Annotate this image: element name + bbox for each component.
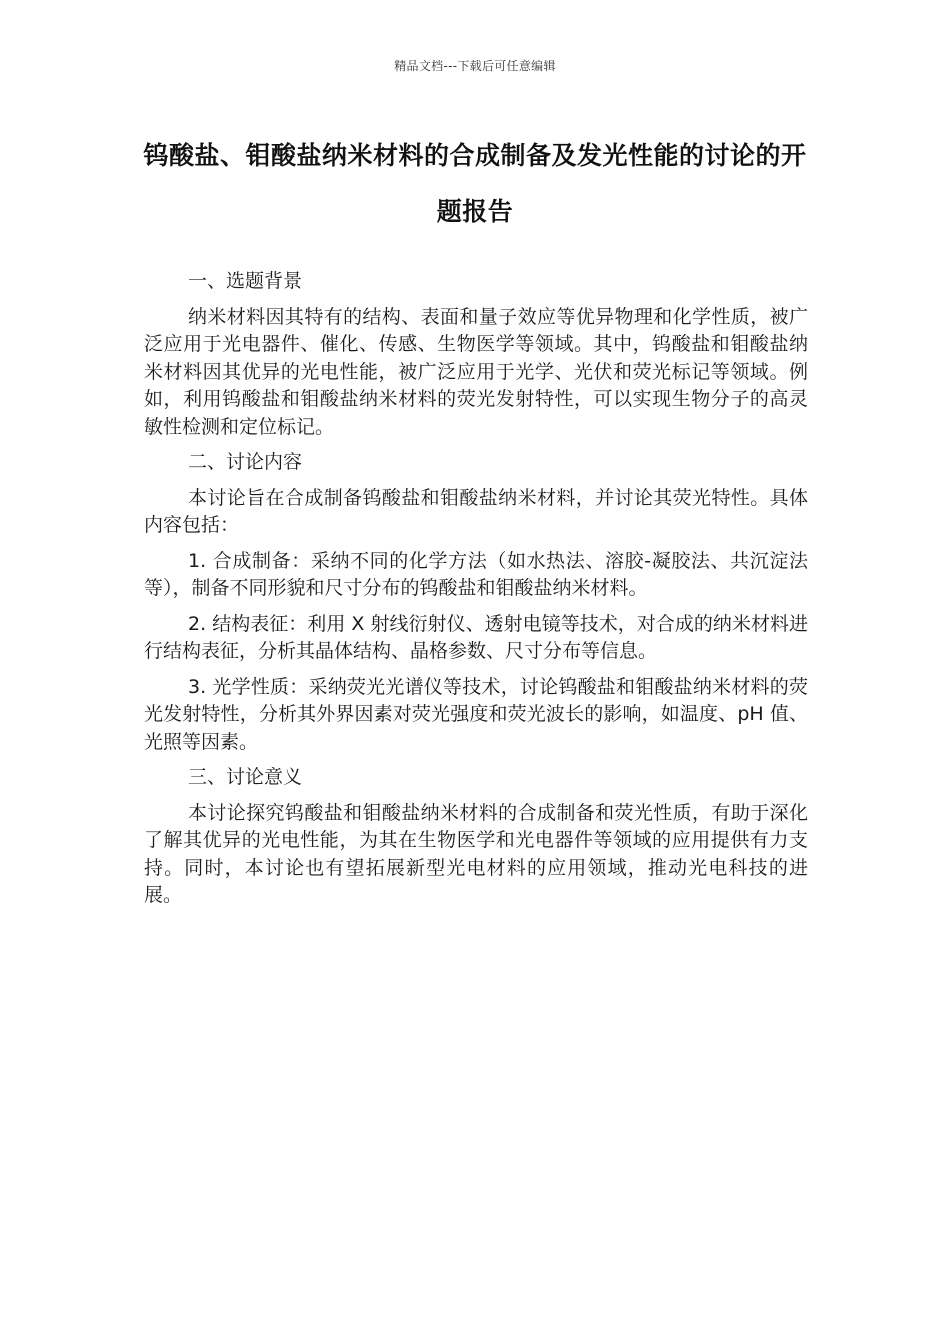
list-item-optical: 3. 光学性质：采纳荧光光谱仪等技术，讨论钨酸盐和钼酸盐纳米材料的荧光发射特性，分析其外界因素对荧光强度和荧光波长的影响，如温度、pH 值、光照等因素。	[144, 675, 808, 753]
paragraph-background: 纳米材料因其特有的结构、表面和量子效应等优异物理和化学性质，被广泛应用于光电器件、催化、传感、生物医学等领域。其中，钨酸盐和钼酸盐纳米材料因其优异的光电性能，被广泛应用于光学、光伏和荧光标记等领域。例如，利用钨酸盐和钼酸盐纳米材料的荧光发射特性，可以实现生物分子的高灵敏性检测和定位标记。	[144, 305, 808, 438]
document-body	[144, 268, 808, 918]
section-heading-background: 一、选题背景	[188, 270, 303, 292]
list-item-characterization: 2. 结构表征：利用 X 射线衍射仪、透射电镜等技术，对合成的纳米材料进行结构表征，分析其晶体结构、晶格参数、尺寸分布等信息。	[144, 612, 808, 662]
list-item-synthesis: 1. 合成制备：采纳不同的化学方法（如水热法、溶胶-凝胶法、共沉淀法等），制备不同形貌和尺寸分布的钨酸盐和钼酸盐纳米材料。	[144, 549, 808, 599]
paragraph-significance: 本讨论探究钨酸盐和钼酸盐纳米材料的合成制备和荧光性质，有助于深化了解其优异的光电性能，为其在生物医学和光电器件等领域的应用提供有力支持。同时，本讨论也有望拓展新型光电材料的应用领域，推动光电科技的进展。	[144, 801, 808, 906]
section-heading-significance: 三、讨论意义	[188, 766, 303, 788]
paragraph-content-intro: 本讨论旨在合成制备钨酸盐和钼酸盐纳米材料，并讨论其荧光特性。具体内容包括：	[144, 486, 808, 536]
document-title: 钨酸盐、钼酸盐纳米材料的合成制备及发光性能的讨论的开题报告	[143, 141, 807, 226]
header-note: 精品文档---下载后可任意编辑	[394, 59, 556, 73]
section-heading-content: 二、讨论内容	[188, 451, 303, 473]
